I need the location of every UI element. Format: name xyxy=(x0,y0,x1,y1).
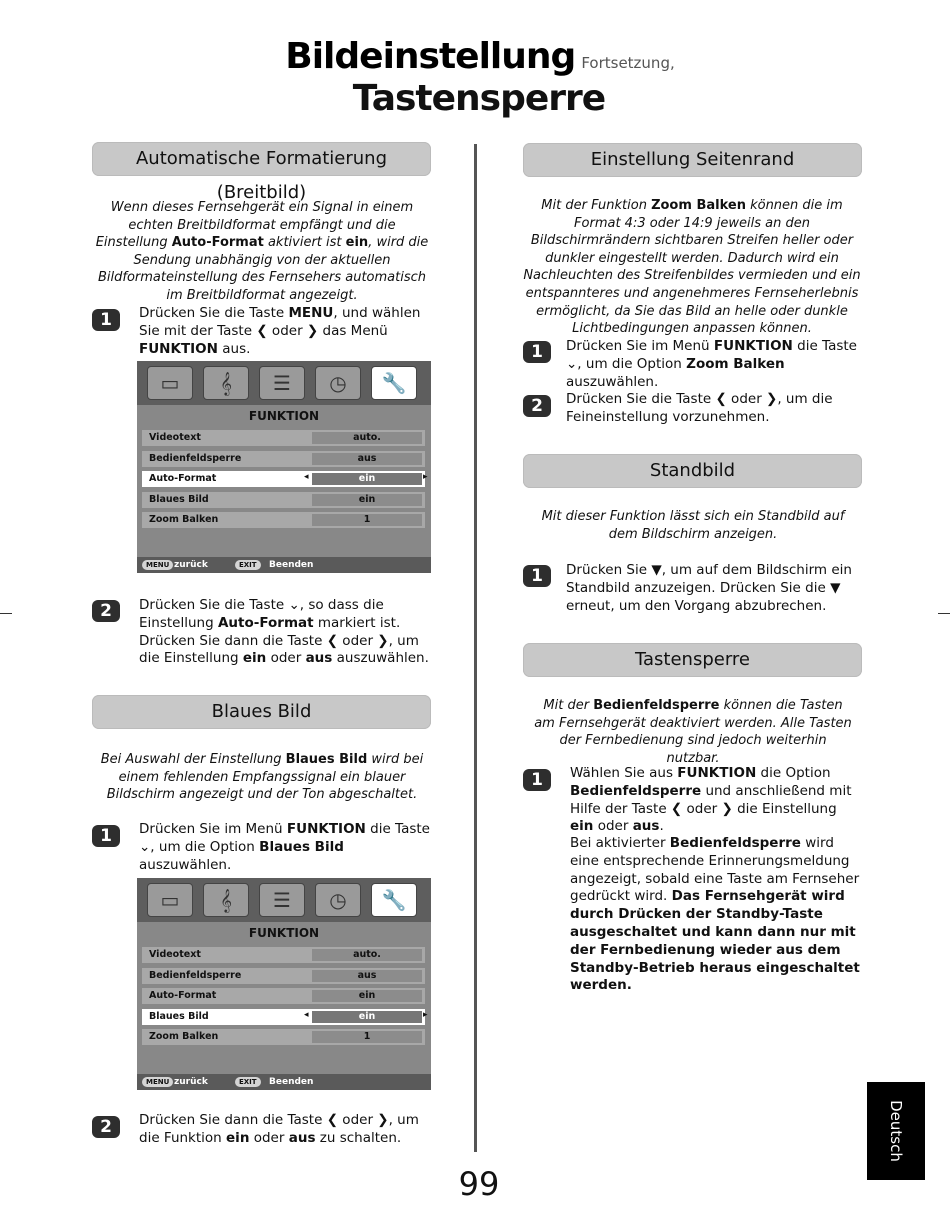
picture-icon: ▭ xyxy=(147,366,193,400)
menu-row-label: Blaues Bild xyxy=(149,493,209,505)
menu-key: MENU xyxy=(142,1077,173,1087)
bold-text: Auto-Format xyxy=(217,614,314,631)
step-number: 1 xyxy=(523,341,551,363)
menu-row xyxy=(142,512,425,528)
menu-row xyxy=(142,1009,428,1025)
text: oder xyxy=(249,1129,289,1146)
text: oder xyxy=(593,818,633,835)
text: Mit der xyxy=(543,698,594,713)
bold-text: aus xyxy=(632,818,660,835)
bold-text: FUNKTION xyxy=(139,340,218,357)
menu-row xyxy=(142,968,425,984)
menu-row-label: Auto-Format xyxy=(149,990,217,1001)
text: Bei aktivierter xyxy=(570,835,670,851)
arrow-right-icon: ▸ xyxy=(423,472,428,482)
text: die Taste ⌄, um die Option xyxy=(139,821,430,855)
bold-text: ein xyxy=(345,235,369,251)
arrow-left-icon: ◂ xyxy=(304,472,309,482)
text: wird bei einem fehlenden Empfangssignal ein blauer Bildschirm angezeigt und der Ton abgeschaltet. xyxy=(106,752,424,803)
menu-row-value: aus xyxy=(312,453,422,465)
step-edge-2 xyxy=(566,391,862,427)
page-subtitle: Tastensperre xyxy=(352,78,606,119)
menu-row xyxy=(142,988,425,1004)
text: Wählen Sie aus xyxy=(570,765,678,781)
intro-still-image xyxy=(534,508,852,543)
bold-text: ein xyxy=(226,1129,250,1146)
bold-text: MENU xyxy=(288,305,334,321)
text: Bei Auswahl der Einstellung xyxy=(100,752,286,767)
exit-key: EXIT xyxy=(235,560,261,570)
tv-menu-screenshot xyxy=(137,878,431,1090)
step-number: 2 xyxy=(92,600,120,622)
text: oder xyxy=(266,650,306,667)
step-auto-format-1 xyxy=(139,305,439,358)
page-number: 99 xyxy=(458,1165,500,1203)
menu-exit-label: Beenden xyxy=(269,1077,314,1087)
bold-text: ein xyxy=(242,650,267,667)
menu-row-value: ein xyxy=(312,990,422,1002)
step-number: 1 xyxy=(523,565,551,587)
page-title: Bildeinstellung xyxy=(285,36,576,77)
text: , wird die Sendung unabhängig von der aktuellen Bildformateinstellung des Fernsehers automatisch im Breitbildformat angezeigt. xyxy=(97,235,429,303)
text: Drücken Sie ▼, um auf dem Bildschirm ein Standbild anzuzeigen. Drücken Sie die ▼ erneut, um den Vorgang abzubrechen. xyxy=(566,562,852,614)
bold-text: Bedienfeldsperre xyxy=(669,835,801,851)
function-icon: 🔧 xyxy=(371,366,417,400)
menu-row xyxy=(142,471,428,487)
menu-key: MENU xyxy=(142,560,173,570)
menu-row xyxy=(142,451,425,467)
intro-button-lock xyxy=(534,697,852,767)
text: Mit der Funktion xyxy=(541,198,652,213)
menu-row-label: Zoom Balken xyxy=(149,514,219,525)
bold-text: Auto-Format xyxy=(171,235,264,251)
bold-text: Blaues Bild xyxy=(259,838,344,855)
bold-text: Das Fernsehgerät wird durch Drücken der Standby-Taste ausgeschaltet und kann dann nur mit der Fernbedienung wieder aus dem Standby-Betrieb heraus eingeschaltet werden. xyxy=(570,888,860,994)
step-blue-screen-2 xyxy=(139,1112,439,1148)
lock-note xyxy=(570,835,862,995)
text: Drücken Sie im Menü xyxy=(566,338,714,354)
column-divider xyxy=(474,144,477,1152)
text: Drücken Sie im Menü xyxy=(139,821,287,837)
step-number: 2 xyxy=(92,1116,120,1138)
bold-text: Bedienfeldsperre xyxy=(570,782,702,799)
text: zu schalten. xyxy=(315,1129,402,1146)
menu-title: FUNKTION xyxy=(248,926,320,940)
heading-blue-screen: Blaues Bild xyxy=(92,695,431,729)
picture-icon: ▭ xyxy=(147,883,193,917)
text: Drücken Sie die Taste ❮ oder ❯, um die Feineinstellung vorzunehmen. xyxy=(566,391,833,425)
text: aus. xyxy=(217,340,251,357)
menu-row-value: 1 xyxy=(312,1031,422,1043)
heading-button-lock: Tastensperre xyxy=(523,643,862,677)
bold-text: FUNKTION xyxy=(286,821,366,837)
menu-row-value: ein xyxy=(312,494,422,506)
text: können die im Format 4:3 oder 14:9 jeweils an den Bildschirmrändern sichtbaren Streifen heller oder dunkler eingestellt werden. Dadurch wird ein Nachleuchten des Streifenbildes vermieden und ein entspannteres und angenehmeres Fernseherlebnis ermöglicht, da Sie das Bild an helle oder dunkle Lichtbedingungen anpassen können. xyxy=(523,198,861,337)
menu-row-label: Auto-Format xyxy=(149,473,217,484)
text: können die Tasten am Fernsehgerät deaktiviert werden. Alle Tasten der Fernbedienung sind jedoch weiterhin nutzbar. xyxy=(534,698,852,766)
menu-footer xyxy=(137,1074,431,1090)
step-auto-format-2 xyxy=(139,597,439,668)
crop-mark-left xyxy=(0,613,12,614)
menu-row-label: Bedienfeldsperre xyxy=(149,452,242,464)
menu-row-label: Videotext xyxy=(149,432,201,443)
text: Drücken Sie die Taste ⌄, so dass die Einstellung xyxy=(139,597,384,631)
bold-text: FUNKTION xyxy=(713,338,793,354)
text: . xyxy=(659,818,664,835)
language-label: Deutsch xyxy=(887,1100,905,1162)
exit-key: EXIT xyxy=(235,1077,261,1087)
bold-text: aus xyxy=(305,650,333,667)
bold-text: ein xyxy=(570,818,594,835)
text: wird eine entsprechende Erinnerungsmeldung angezeigt, sobald eine Taste am Fernseher gedrückt wird. xyxy=(570,835,860,905)
bold-text: Blaues Bild xyxy=(285,752,368,767)
text: die Option xyxy=(756,765,831,781)
menu-icon-bar xyxy=(137,361,431,405)
heading-still-image: Standbild xyxy=(523,454,862,488)
text: markiert ist. Drücken Sie dann die Taste ❮ oder ❯, um die Einstellung xyxy=(139,614,419,667)
arrow-left-icon: ◂ xyxy=(304,1009,309,1020)
menu-row-value: auto. xyxy=(312,432,422,444)
menu-exit-label: Beenden xyxy=(269,560,314,570)
menu-title: FUNKTION xyxy=(248,409,320,423)
step-edge-1 xyxy=(566,338,862,391)
heading-edge-setting: Einstellung Seitenrand xyxy=(523,143,862,177)
menu-row-label: Bedienfeldsperre xyxy=(149,969,242,981)
text: Wenn dieses Fernsehgerät ein Signal in einem echten Breitbildformat empfängt und die Einstellung xyxy=(95,200,414,251)
setup-icon: ☰ xyxy=(259,366,305,400)
menu-row xyxy=(142,492,425,508)
menu-row-value: 1 xyxy=(312,514,422,526)
step-number: 1 xyxy=(92,309,120,331)
page-title-row xyxy=(0,36,950,77)
menu-row-value: ein xyxy=(312,473,422,485)
text: , und wählen Sie mit der Taste ❮ oder ❯ das Menü xyxy=(139,305,421,339)
menu-row-value: aus xyxy=(312,970,422,982)
step-blue-screen-1 xyxy=(139,821,439,874)
bold-text: Bedienfeldsperre xyxy=(593,698,720,713)
menu-row-label: Videotext xyxy=(149,949,201,960)
menu-row-label: Zoom Balken xyxy=(149,1031,219,1042)
timer-icon: ◷ xyxy=(315,883,361,917)
text: aktiviert ist xyxy=(263,235,346,251)
heading-auto-format: Automatische Formatierung (Breitbild) xyxy=(92,142,431,176)
tv-menu-screenshot xyxy=(137,361,431,573)
text: Drücken Sie die Taste xyxy=(139,305,289,321)
menu-row-label: Blaues Bild xyxy=(149,1010,209,1022)
setup-icon: ☰ xyxy=(259,883,305,917)
step-number: 2 xyxy=(523,395,551,417)
bold-text: aus xyxy=(288,1129,316,1146)
intro-edge-setting xyxy=(522,197,862,338)
page-title-continued: Fortsetzung, xyxy=(581,54,675,72)
intro-blue-screen xyxy=(92,751,432,804)
intro-auto-format xyxy=(92,199,432,305)
menu-footer xyxy=(137,557,431,573)
menu-row-value: ein xyxy=(312,1011,422,1023)
function-icon: 🔧 xyxy=(371,883,417,917)
menu-row xyxy=(142,1029,425,1045)
timer-icon: ◷ xyxy=(315,366,361,400)
menu-row xyxy=(142,947,425,963)
text: auszuwählen. xyxy=(332,650,429,667)
menu-icon-bar xyxy=(137,878,431,922)
crop-mark-right xyxy=(938,613,950,614)
step-number: 1 xyxy=(523,769,551,791)
sound-icon: 𝄞 xyxy=(203,366,249,400)
bold-text: Zoom Balken xyxy=(651,198,746,213)
sound-icon: 𝄞 xyxy=(203,883,249,917)
step-number: 1 xyxy=(92,825,120,847)
menu-back-label: zurück xyxy=(174,560,208,570)
bold-text: FUNKTION xyxy=(677,765,757,781)
text: und anschließend mit Hilfe der Taste ❮ oder ❯ die Einstellung xyxy=(570,782,852,817)
text: die Taste ⌄, um die Option xyxy=(566,338,857,372)
bold-text: Zoom Balken xyxy=(686,355,785,372)
menu-row-value: auto. xyxy=(312,949,422,961)
text: auszuwählen. xyxy=(566,373,659,390)
menu-row xyxy=(142,430,425,446)
text: Drücken Sie dann die Taste ❮ oder ❯, um die Funktion xyxy=(139,1112,419,1146)
step-still-1 xyxy=(566,562,862,615)
arrow-right-icon: ▸ xyxy=(423,1009,428,1020)
step-lock-1 xyxy=(570,765,862,836)
text: Mit dieser Funktion lässt sich ein Standbild auf dem Bildschirm anzeigen. xyxy=(541,509,845,542)
text: auszuwählen. xyxy=(139,856,232,873)
menu-back-label: zurück xyxy=(174,1077,208,1087)
